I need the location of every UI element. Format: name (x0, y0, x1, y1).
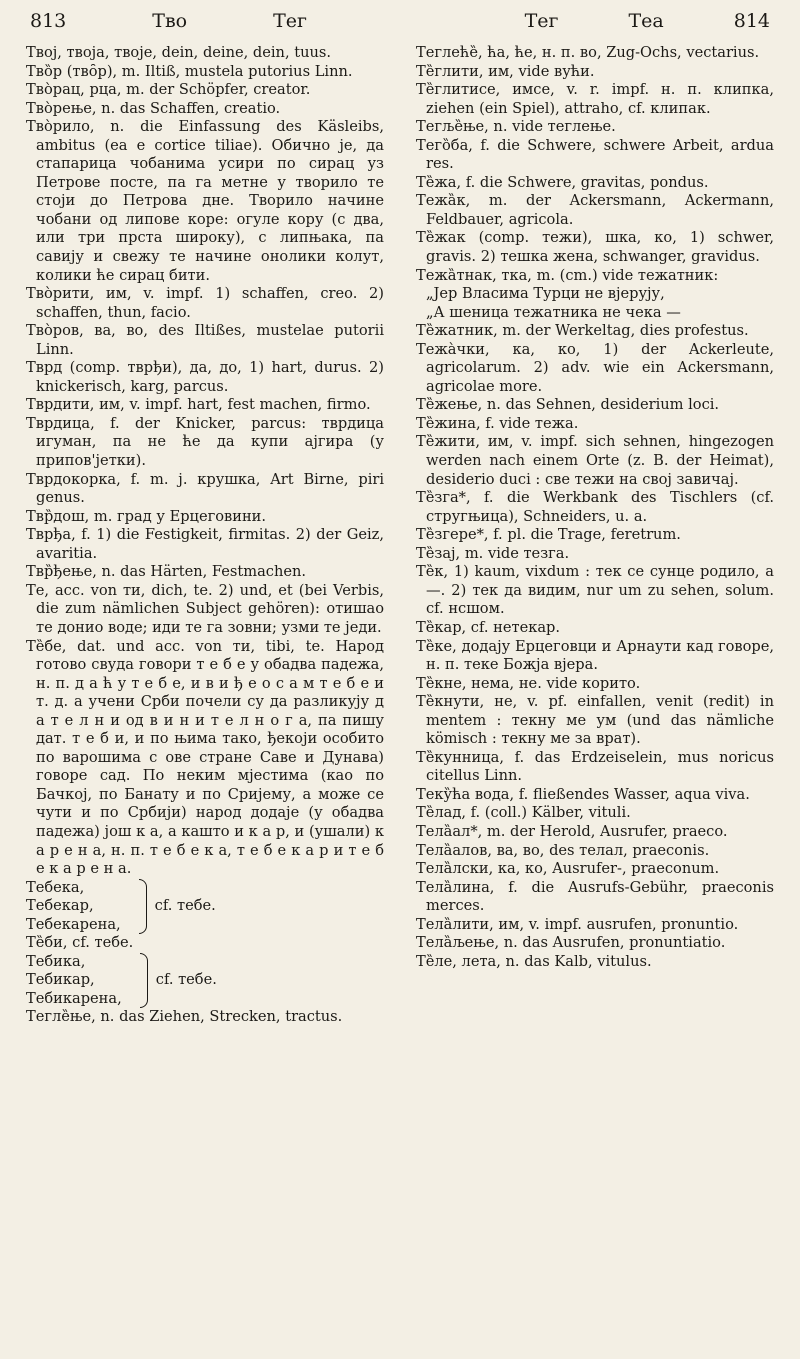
entry: Тво̀рити, им, v. impf. 1) schaffen, creo. 2) schaffen, thun, facio. (26, 285, 384, 321)
guide-word-right-2: Теа (628, 10, 664, 32)
entry: Тегље̏ње, n. vide теглење. (416, 118, 616, 136)
brace-reference: cf. тебе. (154, 897, 216, 915)
entry: Тежа̏к, m. der Ackersmann, Ackermann, Feldbauer, agricola. (416, 192, 774, 228)
entry: Тела̏љење, n. das Ausrufen, pronuntiatio. (416, 934, 726, 952)
brace-group-tebika (26, 953, 384, 1009)
entry: Тврдити, им, v. impf. hart, fest machen, firmo. (26, 396, 371, 414)
brace-word: Тебикар, (26, 971, 95, 989)
entry: Те̏ке, додају Ерцеговци и Арнаути кад говоре, н. п. теке Божја вјера. (416, 637, 774, 674)
entry: Те̏жити, им, v. impf. sich sehnen, hingezogen werden nach einem Orte (z. B. der Heimat), desiderio duci : све тежи на свој завичај. (416, 433, 774, 488)
entry: Твр̏ђење, n. das Härten, Festmachen. (26, 563, 307, 581)
entry: Те̏глити, им, vide вући. (416, 62, 595, 80)
entry: Те̏згере*, f. pl. die Trage, feretrum. (416, 526, 681, 544)
entry: Тврдица, f. der Knicker, parcus: тврдица игуман, па не ће да купи ајгира (у припов'јетки). (26, 414, 384, 470)
entry: Те̏жење, n. das Sehnen, desiderium loci. (416, 396, 720, 414)
brace-word: Тебекар, (26, 897, 94, 915)
entry: Тела̏алов, ва, во, des телал, praeconis. (416, 841, 710, 859)
entry: Тежа̏тнак, тка, m. (cm.) vide тежатник: (416, 266, 719, 284)
entry: Тего̏ба, f. die Schwere, schwere Arbeit, ardua res. (416, 136, 774, 173)
right-column (416, 44, 774, 1027)
citation-line: „Јер Власима Турци не вјерују, (426, 285, 665, 303)
entry: Тво̀рило, n. die Einfassung des Käsleibs, ambitus (ea e cortice tiliae). Обично је, да стапарица чобанима усири по сирац уз Петрове посте, па га метне у творило те стоји до Петрова дне. Творило начине чобани од липове коре: огуле кору (с два, или три прста широку), с липњака, па савију и свежу те начине онолики колут, колики ће сирац бити. (26, 118, 384, 284)
entry: Тела̏лски, ка, ко, Ausrufer-, praeconum. (416, 860, 720, 878)
page-number-right: 814 (733, 10, 770, 32)
entry: Те̏глитисе, имсе, v. r. impf. н. п. клипка, ziehen (ein Spiel), attraho, cf. клипак. (416, 81, 774, 117)
guide-word-left-1: Тво (152, 10, 188, 32)
entry: Тво̀рење, n. das Schaffen, creatio. (26, 99, 281, 117)
brace-group-tebeka (26, 879, 384, 935)
brace-word: Тебика, (26, 952, 86, 970)
brace-word: Тебикарена, (26, 989, 122, 1007)
entry: Тво̏р (тво̑р), m. Iltiß, mustela putorius Linn. (26, 62, 353, 80)
brace-reference: cf. тебе. (155, 971, 217, 989)
page-header (26, 10, 774, 40)
entry: Тела̏лити, им, v. impf. ausrufen, pronuntio. (416, 915, 739, 933)
entry: Те̏к, 1) kaum, vixdum : тек се сунце родило, а —. 2) тек да видим, nur um zu sehen, solum. cf. нсшом. (416, 563, 774, 618)
entry: Тво̀рац, рца, m. der Schöpfer, creator. (26, 81, 311, 99)
entry: Тегле̏ње, n. das Ziehen, Strecken, tractus. (26, 1008, 343, 1026)
entry: Те̏лад, f. (coll.) Kälber, vituli. (416, 804, 631, 822)
entry: Те̏жина, f. vide тежа. (416, 414, 579, 432)
brace-word: Тебекарена, (26, 915, 121, 933)
entry: Те̏би, cf. тебе. (26, 934, 134, 952)
entry: Твој, твоја, твоје, dein, deine, dein, tuus. (26, 44, 332, 61)
curly-brace (140, 953, 148, 1009)
entry: Те̏жак (comp. тежи), шка, ко, 1) schwer, gravis. 2) тешка жена, schwanger, gravidus. (416, 229, 774, 266)
entry: Те, acc. von ти, dich, te. 2) und, et (bei Verbis, die zum nämlichen Subject gehören): отишао те донио воде; иди те га зовни; узми те једи. (26, 581, 384, 636)
brace-word: Тебека, (26, 878, 85, 896)
entry: Тврђа, f. 1) die Festigkeit, firmitas. 2) der Geiz, avaritia. (26, 526, 384, 562)
entry: Те̏кнути, не, v. pf. einfallen, venit (redit) in mentem : текну ме ум (und das nämliche kömisch : текну ме за врат). (416, 693, 774, 748)
entry: Тела̏ал*, m. der Herold, Ausrufer, praeco. (416, 822, 728, 840)
entry: Те̏кар, cf. нетекар. (416, 618, 561, 636)
entry: Те̏зга*, f. die Werkbank des Tischlers (cf. стругњица), Schneiders, u. a. (416, 489, 774, 525)
left-column (26, 44, 384, 1027)
guide-word-left-2: Тег (273, 10, 307, 32)
entry: Те̏кунница, f. das Erdzeiselein, mus noricus citellus Linn. (416, 748, 774, 785)
entry: Те̏ле, лета, n. das Kalb, vitulus. (416, 952, 652, 970)
entry: Те̏жа, f. die Schwere, gravitas, pondus. (416, 173, 709, 191)
entry: Те̏бе, dat. und acc. von ти, tibi, te. Народ готово свуда говори т е б е у обадва падежа, н. п. д а ћ у т е б е, и в и ђ е о с а м т е б е и т. д. а учени Срби почели су да разликују д а т е л н и од в и н и т е л н о г а, па пишу дат. т е б и, и по њима тако, ђекоји особито по варошима с ове стране Саве и Дунава) говоре сад. По неким мјестима (као по Бачкој, по Банату и по Сријему, а може се чути и по Србији) народ додаје (у обадва падежа) још к а, а кашто и к а р, и (ушали) к а р е н а, н. п. т е б е к а, т е б е к а р и т е б е к а р е н а. (26, 637, 384, 878)
entry: Тела̏лина, f. die Ausrufs-Gebühr, praeconis merces. (416, 878, 774, 915)
entry: Те̏зај, m. vide тезга. (416, 544, 570, 562)
entry: Те̏кне, нема, не. vide коритo. (416, 674, 641, 692)
curly-brace (139, 879, 147, 935)
page-number-left: 813 (30, 10, 67, 32)
guide-word-right-1: Тег (524, 10, 559, 32)
entry: Тво̀ров, ва, во, des Iltißes, mustelae putorii Linn. (26, 322, 384, 358)
entry: Теку̏ћа вода, f. fließendes Wasser, aqua viva. (416, 785, 750, 803)
entry: Те̏жатник, m. der Werkeltag, dies profestus. (416, 322, 749, 340)
entry: Теглеће̏, ћа, ће, н. п. во, Zug-Ochs, vectarius. (416, 44, 760, 61)
entry: Тврд (comp. тврђи), да, до, 1) hart, durus. 2) knickerisch, karg, parcus. (26, 359, 384, 395)
columns (26, 44, 774, 1027)
entry: Тежа̀чки, ка, ко, 1) der Ackerleute, agricolarum. 2) adv. wie ein Ackersmann, agricolae more. (416, 340, 774, 395)
entry: Твр̏дош, m. град у Ерцеговини. (26, 507, 267, 525)
entry: Тврдокорка, f. m. j. крушка, Art Birne, piri genus. (26, 470, 384, 507)
citation-line: „А шеница тежатника не чека — (426, 303, 681, 321)
